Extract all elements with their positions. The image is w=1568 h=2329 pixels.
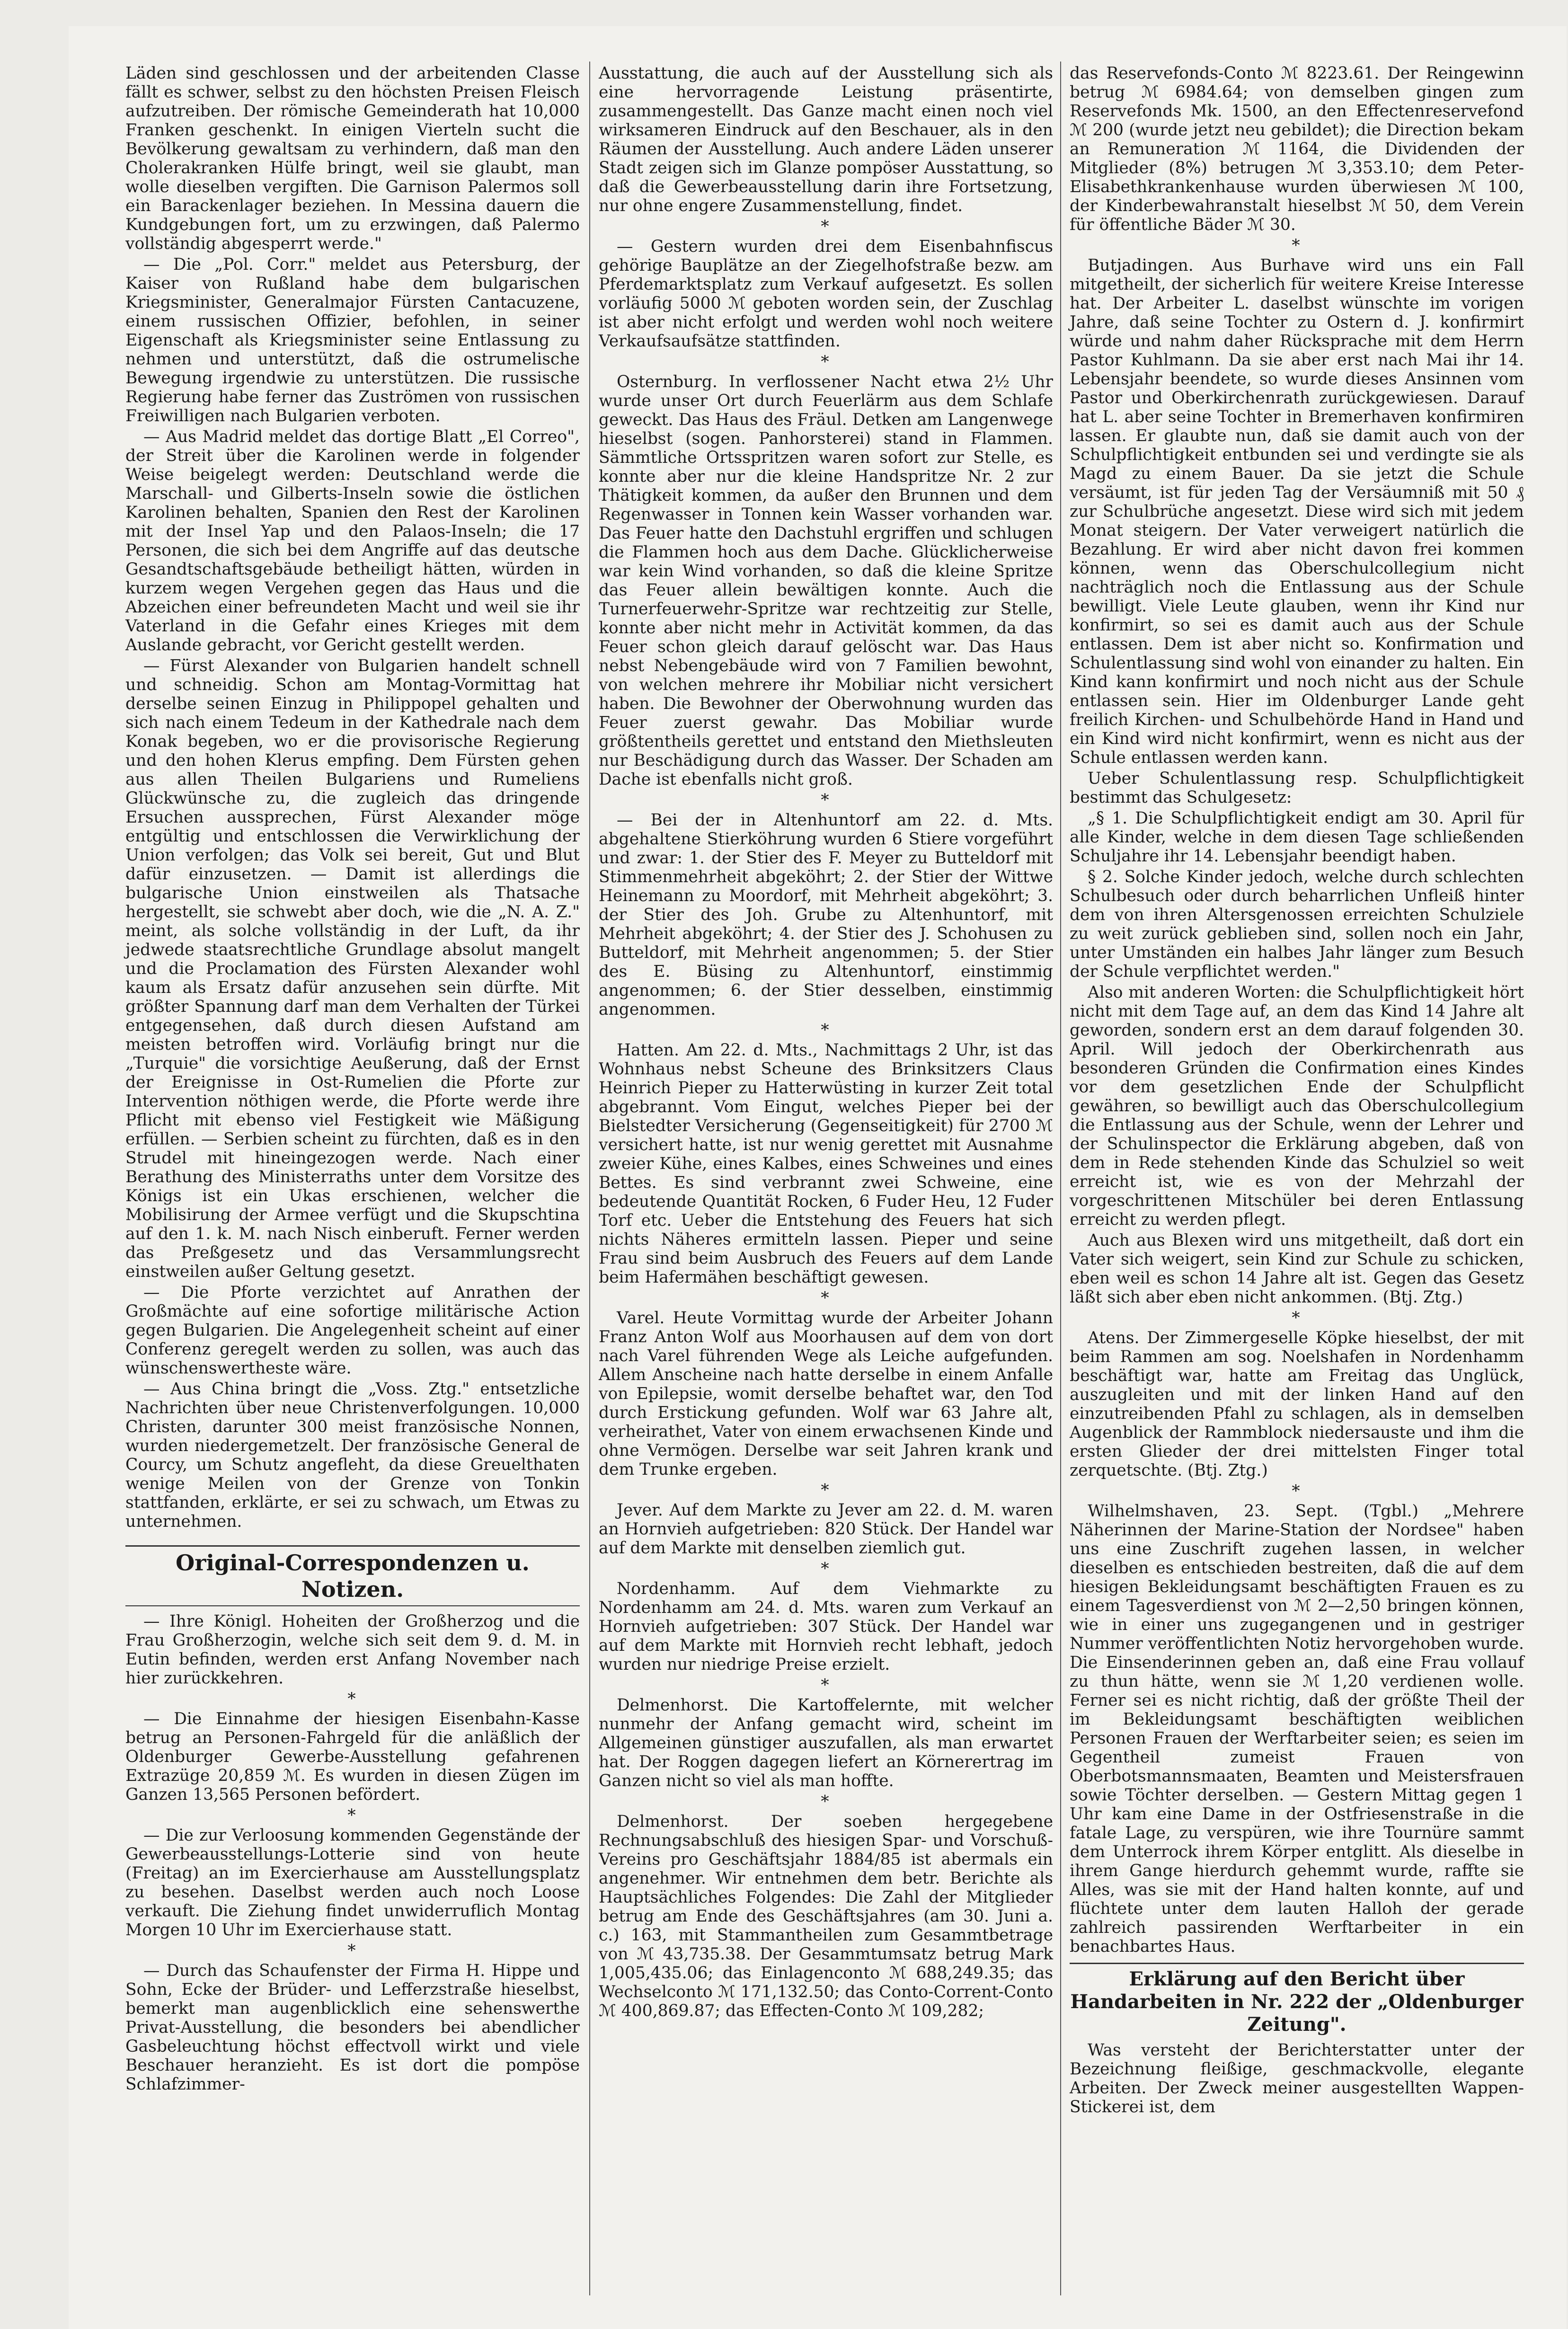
paragraph: Nordenhamm. Auf dem Viehmarkte zu Nordenhamm am 24. d. Mts. waren zum Verkauf an Hornvieh aufgetrieben: 307 Stück. Der Handel war auf dem Markte mit Hornvieh recht lebhaft, jedoch wurden nur niedrige Preise erzielt. — [599, 1579, 1053, 1674]
paragraph: — Aus Madrid meldet das dortige Blatt „El Correo", der Streit über die Karolinen werde in folgender Weise beigelegt werden: Deutschland werde die Marschall- und Gilberts-Inseln sowie die östlichen Karolinen behalten, Spanien den Rest der Karolinen mit der Insel Yap und den Palaos-Inseln; die 17 Personen, die sich bei dem Angriffe auf das deutsche Gesandtschaftsgebäude betheiligt hätten, würden in kurzem wegen Vergehen gegen das Haus und die Abzeichen einer befreundeten Macht und weil sie ihr Vaterland in die Gefahr eines Krieges mit dem Auslande gebracht, vor Gericht gestellt werden. — [125, 427, 580, 655]
separator-star: * — [1292, 1482, 1302, 1501]
separator-star: * — [821, 1676, 831, 1695]
separator-star: * — [821, 1481, 831, 1500]
paragraph: — Bei der in Altenhuntorf am 22. d. Mts. abgehaltene Stierköhrung wurden 6 Stiere vorgeführt und zwar: 1. der Stier des F. Meyer zu Butteldorf mit Stimmenmehrheit abgeköhrt; 2. der Stier der Wittwe Heinemann zu Moordorf, mit Mehrheit abgeköhrt; 3. der Stier des Joh. Grube zu Altenhuntorf, mit Mehrheit abgeköhrt; 4. der Stier des J. Schohusen zu Butteldorf, mit Mehrheit angenommen; 5. der Stier des E. Büsing zu Altenhuntorf, einstimmig angenommen; 6. der Stier desselben, einstimmig angenommen. — [599, 811, 1053, 1019]
paragraph: Also mit anderen Worten: die Schulpflichtigkeit hört nicht mit dem Tage auf, an dem das Kind 14 Jahre alt geworden, sondern erst an dem darauf folgenden 30. April. Will jedoch der Oberkirchenrath aus besonderen Gründen die Confirmation eines Kindes vor dem gesetzlichen Ende der Schulpflicht gewähren, so bewilligt auch das Oberschulcollegium die Entlassung aus der Schule, wenn der Lehrer und der Schulinspector die Erklärung abgeben, daß von dem in Rede stehenden Kinde das Schulziel so weit erreicht ist, wie es von der Mehrzahl der vorgeschrittenen Mitschüler bei deren Entlassung erreicht zu werden pflegt. — [1070, 983, 1524, 1229]
notice: — Ihre Königl. Hoheiten der Großherzog und die Frau Großherzogin, welche sich seit dem 9. d. M. in Eutin befinden, werden erst Anfang November nach hier zurückkehren. — [125, 1612, 580, 1688]
paragraph: — Aus China bringt die „Voss. Ztg." entsetzliche Nachrichten über neue Christenverfolgungen. 10,000 Christen, darunter 300 meist französische Nonnen, wurden niedergemetzelt. Der französische General de Courcy, um Schutz angefleht, da diese Greuelthaten wenige Meilen von der Grenze von Tonkin stattfanden, erklärte, er sei zu schwach, um Etwas zu unternehmen. — [125, 1380, 580, 1531]
paragraph: — Die „Pol. Corr." meldet aus Petersburg, der Kaiser von Rußland habe dem bulgarischen Kriegsminister, Generalmajor Fürsten Cantacuzene, einem russischen Offizier, befohlen, in seiner Eigenschaft als Kriegsminister seine Entlassung zu nehmen und unterstützt, daß die ostrumelische Bewegung irgendwie zu unterstützen. Die russische Regierung habe ferner das Zuströmen von russischen Freiwilligen nach Bulgarien verboten. — [125, 255, 580, 425]
paragraph: Delmenhorst. Der soeben hergegebene Rechnungsabschluß des hiesigen Spar- und Vorschuß-Vereins pro Geschäftsjahr 1884/85 ist abermals ein angenehmer. Wir entnehmen dem betr. Berichte als Hauptsächliches Folgendes: Die Zahl der Mitglieder betrug am Ende des Geschäftsjahres (am 30. Juni a. c.) 163, mit Stammantheilen zum Gesammtbetrage von ℳ 43,735.38. Der Gesammtumsatz betrug Mark 1,005,435.06; das Einlagenconto ℳ 688,249.35; das Wechselconto ℳ 171,132.50; das Conto-Corrent-Conto ℳ 400,869.87; das Effecten-Conto ℳ 109,282; — [599, 1812, 1053, 2020]
paragraph: Butjadingen. Aus Burhave wird uns ein Fall mitgetheilt, der sicherlich für weitere Kreise Interesse hat. Der Arbeiter L. daselbst wünschte im vorigen Jahre, daß seine Tochter zu Ostern d. J. konfirmirt würde und nahm daher Rücksprache mit dem Herrn Pastor Kuhlmann. Da sie aber erst nach Mai ihr 14. Lebensjahr beendete, so wurde dieses Ansinnen vom Pastor und Oberkirchenrath zurückgewiesen. Darauf hat L. aber seine Tochter in Bremerhaven konfirmiren lassen. Er glaubte nun, daß sie damit auch von der Schulpflichtigkeit entbunden sei und verdingte sie als Magd zu einem Bauer. Da sie jetzt die Schule versäumt, ist für jeden Tag der Versäumniß mit 50 ₰ zur Schulbrüche angesetzt. Diese wird sich mit jedem Monat steigern. Der Vater verweigert natürlich die Bezahlung. Er wird aber nicht davon frei kommen können, wenn das Oberschulcollegium nicht nachträglich noch die Entlassung aus der Schule bewilligt. Viele Leute glauben, wenn ihr Kind nur konfirmirt, so sei es damit auch aus der Schule entlassen. Dem ist aber nicht so. Konfirmation und Schulentlassung sind wohl von einander zu halten. Ein Kind kann konfirmirt und noch nicht aus der Schule entlassen sein. Hier im Oldenburger Lande geht freilich Kirchen- und Schulbehörde Hand in Hand und ein Kind wird nicht konfirmirt, wenn es nicht aus der Schule entlassen werden kann. — [1070, 256, 1524, 767]
paragraph: — Fürst Alexander von Bulgarien handelt schnell und schneidig. Schon am Montag-Vormittag hat derselbe seinen Einzug in Philippopel gehalten und sich nach einem Tedeum in der Kathedrale nach dem Konak begeben, wo er die provisorische Regierung und den hohen Klerus empfing. Dem Fürsten gehen aus allen Theilen Bulgariens und Rumeliens Glückwünsche zu, die zugleich das dringende Ersuchen aussprechen, Fürst Alexander möge entgültig und entschlossen die Verwirklichung der Union verfolgen; das Volk sei bereit, Gut und Blut dafür einzusetzen. — Damit ist allerdings die bulgarische Union einstweilen als Thatsache hergestellt, sie schwebt aber doch, wie die „N. A. Z." meint, als solche vollständig in der Luft, da ihr jedwede staatsrechtliche Grundlage absolut mangelt und die Proclamation des Fürsten Alexander wohl kaum als Ersatz dafür anzusehen sein dürfte. Mit größter Spannung darf man dem Verhalten der Türkei entgegensehen, daß durch diesen Aufstand am meisten betroffen wird. Vorläufig bringt nur die „Turquie" die vorsichtige Aeußerung, daß der Ernst der Ereignisse in Ost-Rumelien die Pforte zur Intervention nöthigen werde, die Pforte werde ihre Pflicht mit ebenso viel Festigkeit wie Mäßigung erfüllen. — Serbien scheint zu fürchten, daß es in den Strudel mit hineingezogen werde. Nach einer Berathung des Ministerraths unter dem Vorsitze des Königs ist ein Ukas erschienen, welcher die Mobilisirung der Armee verfügt und die Skupschtina auf den 1. k. M. nach Nisch einberuft. Ferner werden das Preßgesetz und das Versammlungsrecht einstweilen außer Geltung gesetzt. — [125, 656, 580, 1281]
separator-star: * — [821, 1559, 831, 1578]
separator-star: * — [347, 1941, 358, 1960]
separator-star: * — [347, 1806, 358, 1825]
paragraph: Atens. Der Zimmergeselle Köpke hieselbst, der mit beim Rammen am sog. Noelshafen in Nordenhamm beschäftigt war, hatte am Freitag das Unglück, auszugleiten und mit der linken Hand auf den einzutreibenden Pfahl zu schlagen, als in demselben Augenblick der Rammblock niedersauste und ihm die ersten Glieder der drei mittelsten Finger total zerquetschte. (Btj. Ztg.) — [1070, 1328, 1524, 1480]
closing-heading: Erklärung auf den Bericht über Handarbeiten in Nr. 222 der „Oldenburger Zeitung". — [1070, 1963, 1524, 2036]
column-rule — [589, 62, 590, 2295]
paragraph: Ueber Schulentlassung resp. Schulpflichtigkeit bestimmt das Schulgesetz: — [1070, 769, 1524, 807]
column-2 — [599, 64, 1053, 2022]
separator-star: * — [821, 1792, 831, 1811]
paragraph: — Gestern wurden drei dem Eisenbahnfiscus gehörige Bauplätze an der Ziegelhofstraße bezw. am Pferdemarktsplatz zum Verkauf aufgesetzt. Es sollen vorläufig 5000 ℳ geboten worden sein, der Zuschlag ist aber nicht erfolgt und werden wohl noch weitere Verkaufsaufsätze stattfinden. — [599, 237, 1053, 351]
notice: — Durch das Schaufenster der Firma H. Hippe und Sohn, Ecke der Brüder- und Lefferzstraße hieselbst, bemerkt man augenblicklich eine sehenswerthe Privat-Ausstellung, die besonders bei abendlicher Gasbeleuchtung höchst effectvoll wirkt und viele Beschauer heranzieht. Es ist dort die pompöse Schlafzimmer- — [125, 1961, 580, 2094]
separator-star: * — [1292, 236, 1302, 255]
paragraph: Delmenhorst. Die Kartoffelernte, mit welcher nunmehr der Anfang gemacht wird, scheint im Allgemeinen günstiger auszufallen, als man erwartet hat. Der Roggen dagegen liefert an Körnerertrag im Ganzen nicht so viel als man hoffte. — [599, 1696, 1053, 1790]
separator-star: * — [821, 353, 831, 372]
notice: — Die zur Verloosung kommenden Gegenstände der Gewerbeausstellungs-Lotterie sind von heute (Freitag) an im Exercierhause am Ausstellungsplatz zu besehen. Daselbst werden auch noch Loose verkauft. Die Ziehung findet unwiderruflich Montag Morgen 10 Uhr im Exercierhause statt. — [125, 1826, 580, 1939]
separator-star: * — [821, 1021, 831, 1040]
separator-star: * — [1292, 1309, 1302, 1328]
newspaper-page — [69, 26, 1567, 2329]
separator-star: * — [821, 791, 831, 810]
paragraph: Was versteht der Berichterstatter unter der Bezeichnung fleißige, geschmackvolle, elegante Arbeiten. Der Zweck meiner ausgestellten Wappen-Stickerei ist, dem — [1070, 2041, 1524, 2116]
paragraph: Jever. Auf dem Markte zu Jever am 22. d. M. waren an Hornvieh aufgetrieben: 820 Stück. Der Handel war auf dem Markte mit denselben ziemlich gut. — [599, 1501, 1053, 1558]
paragraph: § 2. Solche Kinder jedoch, welche durch schlechten Schulbesuch oder durch beharrlichen Unfleiß hinter dem von ihren Altersgenossen erreichten Schulziele zu weit zurück geblieben sind, sollen noch ein Jahr, unter Umständen ein halbes Jahr länger zum Besuch der Schule verpflichtet werden." — [1070, 868, 1524, 981]
separator-star: * — [821, 1289, 831, 1308]
paragraph: — Die Pforte verzichtet auf Anrathen der Großmächte auf eine sofortige militärische Action gegen Bulgarien. Die Angelegenheit scheint auf einer Conferenz geregelt werden zu sollen, was auch das wünschenswertheste wäre. — [125, 1283, 580, 1378]
separator-star: * — [347, 1690, 358, 1709]
column-3 — [1070, 64, 1524, 2118]
column-1 — [125, 64, 580, 2096]
paragraph: das Reservefonds-Conto ℳ 8223.61. Der Reingewinn betrug ℳ 6984.64; von demselben gingen zum Reservefonds Mk. 1500, an den Effectenreservefond ℳ 200 (wurde jetzt neu gebildet); die Direction bekam an Remuneration ℳ 1164, die Dividenden der Mitglieder (8%) betrugen ℳ 3,353.10; dem Peter-Elisabethkrankenhause wurden überwiesen ℳ 100, der Kinderbewahranstalt hieselbst ℳ 50, dem Verein für öffentliche Bäder ℳ 30. — [1070, 64, 1524, 234]
column-rule — [1060, 62, 1061, 2295]
paragraph: Hatten. Am 22. d. Mts., Nachmittags 2 Uhr, ist das Wohnhaus nebst Scheune des Brinksitzers Claus Heinrich Pieper zu Hatterwüsting in kurzer Zeit total abgebrannt. Vom Eingut, welches Pieper bei der Bielstedter Versicherung (Gegenseitigkeit) für 2700 ℳ versichert hatte, ist nur wenig gerettet mit Ausnahme zweier Kühe, eines Kalbes, eines Schweines und eines Bettes. Es sind verbrannt zwei Schweine, eine bedeutende Quantität Rocken, 6 Fuder Heu, 12 Fuder Torf etc. Ueber die Entstehung des Feuers hat sich nichts Näheres ermitteln lassen. Pieper und seine Frau sind beim Ausbruch des Feuers auf dem Lande beim Hafermähen beschäftigt gewesen. — [599, 1041, 1053, 1287]
paragraph: Ausstattung, die auch auf der Ausstellung sich als eine hervorragende Leistung präsentirte, zusammengestellt. Das Ganze macht einen noch viel wirksameren Eindruck auf den Beschauer, als in den Räumen der Ausstellung. Auch andere Läden unserer Stadt zeigen sich im Glanze pompöser Ausstattung, so daß die Gewerbeausstellung darin ihre Fortsetzung, nur ohne engere Zusammenstellung, findet. — [599, 64, 1053, 215]
paragraph: Wilhelmshaven, 23. Sept. (Tgbl.) „Mehrere Näherinnen der Marine-Station der Nordsee" haben uns eine Zuschrift zugehen lassen, in welcher dieselben es entschieden bestreiten, daß die auf dem hiesigen Bekleidungsamt beschäftigten Frauen es zu einem Tagesverdienst von ℳ 2—2,50 bringen können, wie in einer uns zugegangenen und in gestriger Nummer veröffentlichten Notiz hervorgehoben wurde. Die Einsenderinnen geben an, daß eine Frau vollauf zu thun hätte, wenn sie ℳ 1,20 verdienen wolle. Ferner sei es nicht richtig, daß der größte Theil der im Bekleidungsamt beschäftigten weiblichen Personen Frauen der Werftarbeiter seien; es seien im Gegentheil zumeist Frauen von Oberbotsmannsmaaten, Beamten und Meistersfrauen sowie Töchter derselben. — Gestern Mittag gegen 1 Uhr kam eine Dame in der Ostfriesenstraße in die fatale Lage, zu verspüren, wie ihre Tournüre sammt dem Unterrock ihrem Körper entglitt. Als dieselbe in ihrem Gange hierdurch gehemmt wurde, raffte sie Alles, was sie mit der Hand halten konnte, auf und flüchtete unter dem lauten Halloh der gerade zahlreich passirenden Werftarbeiter in ein benachbartes Haus. — [1070, 1502, 1524, 1956]
paragraph: Varel. Heute Vormittag wurde der Arbeiter Johann Franz Anton Wolf aus Moorhausen auf dem von dort nach Varel führenden Wege als Leiche aufgefunden. Allem Anscheine nach hatte derselbe in einem Anfalle von Epilepsie, womit derselbe behaftet war, den Tod durch Erstickung gefunden. Wolf war 63 Jahre alt, verheirathet, Vater von einem erwachsenen Kinde und ohne Vermögen. Derselbe war seit Jahren krank und dem Trunke ergeben. — [599, 1309, 1053, 1479]
section-heading: Original-Correspondenzen u. Notizen. — [125, 1545, 580, 1606]
separator-star: * — [821, 217, 831, 236]
paragraph: Osternburg. In verflossener Nacht etwa 2½ Uhr wurde unser Ort durch Feuerlärm aus dem Schlafe geweckt. Das Haus des Fräul. Detken am Langenwege hieselbst (sogen. Panhorsterei) stand in Flammen. Sämmtliche Ortsspritzen waren sofort zur Stelle, es konnte aber nur die kleine Handspritze Nr. 2 zur Thätigkeit kommen, da außer den Brunnen und dem Regenwasser in Tonnen kein Wasser vorhanden war. Das Feuer hatte den Dachstuhl ergriffen und schlugen die Flammen hoch aus dem Dache. Glücklicherweise war kein Wind vorhanden, so daß die kleine Spritze das Feuer allein bewältigen konnte. Auch die Turnerfeuerwehr-Spritze war rechtzeitig zur Stelle, konnte aber nicht mehr in Activität kommen, da das Feuer schon gleich darauf gelöscht war. Das Haus nebst Nebengebäude wird von 7 Familien bewohnt, von welchen mehrere ihr Mobiliar nicht versichert haben. Die Bewohner der Oberwohnung wurden das Feuer zuerst gewahr. Das Mobiliar wurde größtentheils gerettet und entstand den Miethsleuten nur Beschädigung durch das Wasser. Der Schaden am Dache ist ebenfalls nicht groß. — [599, 372, 1053, 789]
paragraph: „§ 1. Die Schulpflichtigkeit endigt am 30. April für alle Kinder, welche in dem diesen Tage schließenden Schuljahre ihr 14. Lebensjahr beendigt haben. — [1070, 809, 1524, 866]
paragraph: Auch aus Blexen wird uns mitgetheilt, daß dort ein Vater sich weigert, sein Kind zur Schule zu schicken, eben weil es schon 14 Jahre alt ist. Gegen das Gesetz läßt sich aber eben nicht ankommen. (Btj. Ztg.) — [1070, 1231, 1524, 1307]
notice: — Die Einnahme der hiesigen Eisenbahn-Kasse betrug an Personen-Fahrgeld für die anläßlich der Oldenburger Gewerbe-Ausstellung gefahrenen Extrazüge 20,859 ℳ. Es wurden in diesen Zügen im Ganzen 13,565 Personen befördert. — [125, 1709, 580, 1804]
paragraph: Läden sind geschlossen und der arbeitenden Classe fällt es schwer, selbst zu den höchsten Preisen Fleisch aufzutreiben. Der römische Gemeinderath hat 10,000 Franken geschenkt. In einigen Vierteln sucht die Bevölkerung gewaltsam zu verhindern, daß man den Cholerakranken Hülfe bringt, weil sie glaubt, man wolle dieselben vergiften. Die Garnison Palermos soll ein Barackenlager beziehen. In Messina dauern die Kundgebungen fort, um zu erzwingen, daß Palermo vollständig abgesperrt werde." — [125, 64, 580, 253]
